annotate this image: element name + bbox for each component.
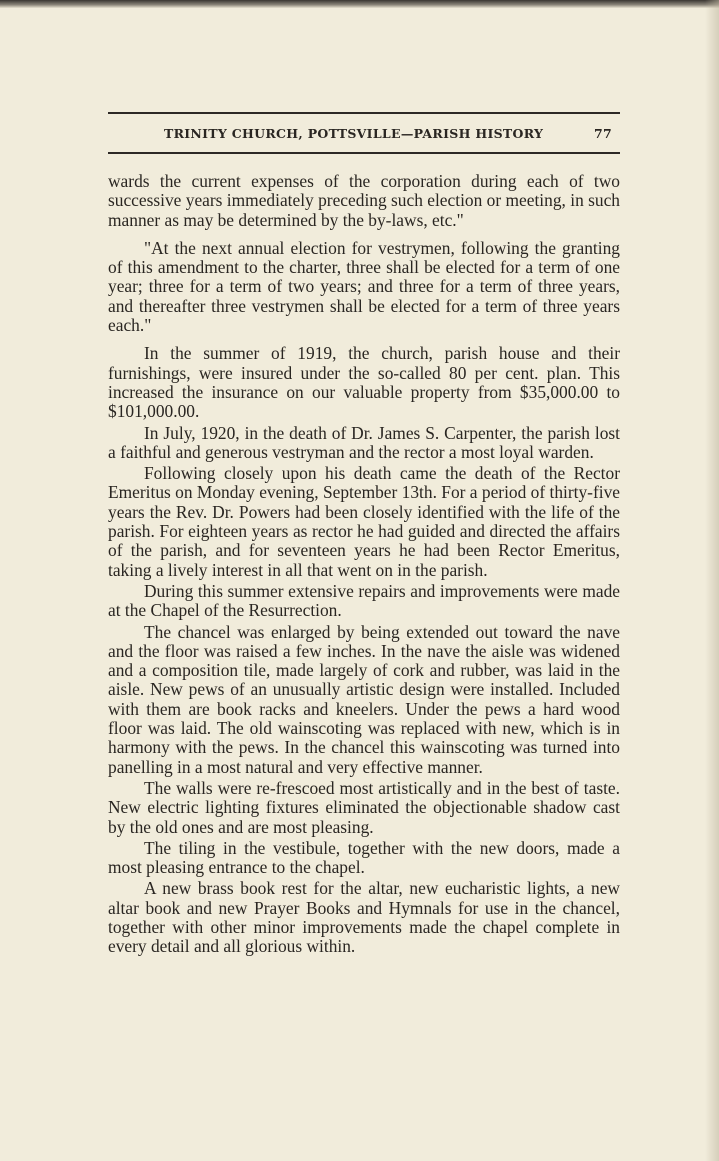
paragraph-tiling: The tiling in the vestibule, together with the new doors, made a most pleasing entrance to the chapel. [108,837,620,878]
running-title: TRINITY CHURCH, POTTSVILLE—PARISH HISTORY [164,126,544,141]
paragraph-chancel: The chancel was enlarged by being extended out toward the nave and the floor was raised a few inches. In the nave the aisle was widened and a composition tile, made largely of cork and rubber, was laid in the aisle. New pews of an unusually artistic design were installed. Included with them are book racks and kneelers. Under the pews a hard wood floor was laid. The old wainscoting was replaced with new, which is in harmony with the pews. In the chancel this wainscoting was turned into panelling in a most natural and very effective manner. [108,621,620,777]
running-head [108,122,620,146]
paragraph-brass-book-rest: A new brass book rest for the altar, new eucharistic lights, a new altar book and new Prayer Books and Hymnals for use in the chancel, together with other minor improvements made the chapel complete in every detail and all glorious within. [108,878,620,957]
page-right-shadow [705,0,719,1161]
page-top-edge [0,0,719,8]
page-number: 77 [594,126,612,141]
header-rule-bottom [108,152,620,154]
header-rule-top [108,112,620,114]
paragraph-carpenter: In July, 1920, in the death of Dr. James S. Carpenter, the parish lost a faithful and generous vestryman and the rector a most loyal warden. [108,422,620,462]
body-text [108,172,620,957]
paragraph-continuation: wards the current expenses of the corporation during each of two successive years immediately preceding such election or meeting, in such manner as may be determined by the by-laws, etc." [108,171,620,230]
paragraph-rector-emeritus: Following closely upon his death came the death of the Rector Emeritus on Monday evening, September 13th. For a period of thirty-five years the Rev. Dr. Powers had been closely identified with the life of the parish. For eighteen years as rector he had guided and directed the affairs of the parish, and for seventeen years he had been Rector Emeritus, taking a lively interest in all that went on in the parish. [108,463,620,580]
paragraph-charter-quote: "At the next annual election for vestrymen, following the granting of this amendment to the charter, three shall be elected for a term of one year; three for a term of two years; and three for a term of three years, and thereafter three vestrymen shall be elected for a term of three years each." [108,237,620,336]
paragraph-insurance: In the summer of 1919, the church, parish house and their furnishings, were insured under the so-called 80 per cent. plan. This increased the insurance on our valuable property from $35,000.00 to $101,000.00. [108,343,620,422]
paragraph-walls: The walls were re-frescoed most artistically and in the best of taste. New electric lighting fixtures eliminated the objectionable shadow cast by the old ones and are most pleasing. [108,777,620,837]
paragraph-repairs: During this summer extensive repairs and improvements were made at the Chapel of the Resurrection. [108,580,620,621]
